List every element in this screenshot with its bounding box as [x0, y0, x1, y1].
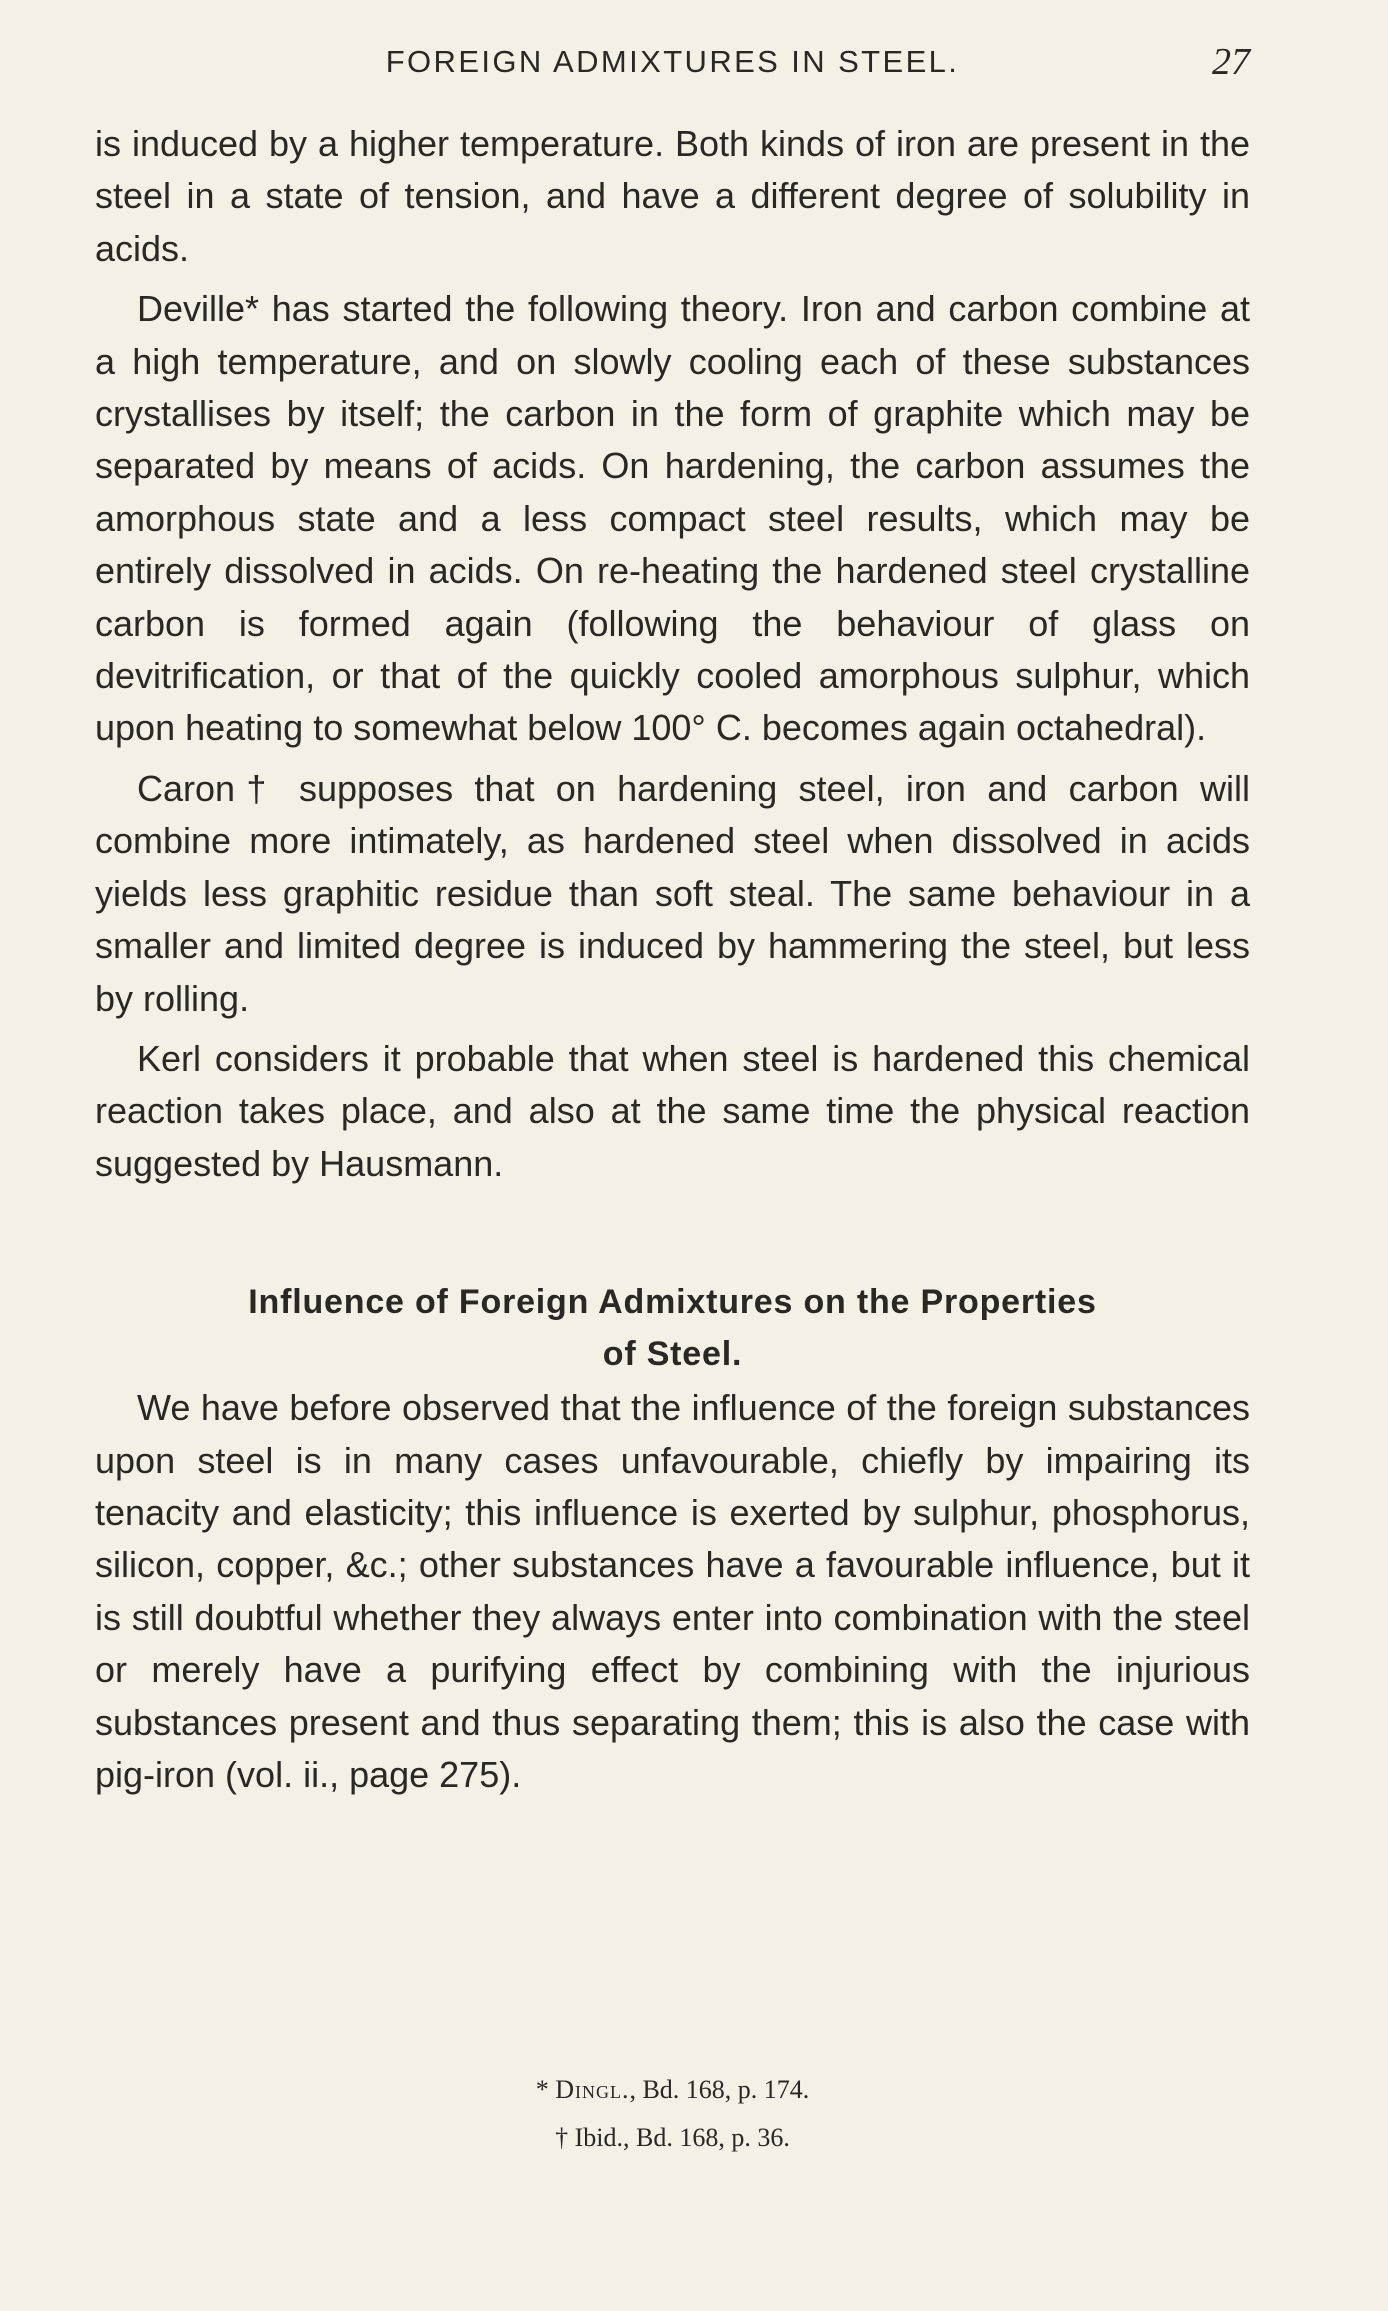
running-head: [95, 40, 1250, 84]
footnote-2: [95, 2114, 1250, 2162]
page-number: 27: [1212, 41, 1250, 83]
footnote-mark: †: [555, 2123, 569, 2152]
footnote-source: Dingl.: [555, 2075, 630, 2104]
footnote-source: Ibid.: [574, 2123, 624, 2152]
section-heading-line-2: of Steel.: [602, 1335, 743, 1374]
footnote-reference: , Bd. 168, p. 36.: [623, 2123, 790, 2152]
running-head-title: FOREIGN ADMIXTURES IN STEEL.: [385, 44, 960, 79]
footnote-mark: *: [535, 2075, 549, 2104]
paragraph-deville: Deville* has started the following theory. Iron and carbon combine at a high temperature, and on slowly cooling each of these substances crystallises by itself; the carbon in the form of graphite which may be separated by means of acids. On hardening, the carbon assumes the amorphous state and a less compact steel results, which may be entirely dissolved in acids. On re-heating the hardened steel crystalline carbon is formed again (following the behaviour of glass on devitrification, or that of the quickly cooled amorphous sulphur, which upon heating to somewhat below 100° C. becomes again octahedral).: [95, 288, 1250, 749]
section-heading: [95, 1276, 1250, 1380]
paragraph-caron: Caron† supposes that on hardening steel, iron and carbon will combine more intimately, as hardened steel when dissolved in acids yields less graphitic residue than soft steal. The same behaviour in a smaller and limited degree is induced by hammering the steel, but less by rolling.: [95, 767, 1250, 1019]
paragraph-influence: We have before observed that the influence of the foreign substances upon steel is in many cases unfavourable, chiefly by impairing its tenacity and elasticity; this influence is exerted by sulphur, phosphorus, silicon, copper, &c.; other substances have a favourable influence, but it is still doubtful whether they always enter into combination with the steel or merely have a purifying effect by combining with the injurious substances present and thus separating them; this is also the case with pig-iron (vol. ii., page 275).: [95, 1387, 1250, 1795]
footnotes: [95, 2066, 1250, 2162]
paragraph-kerl: Kerl considers it probable that when steel is hardened this chemical reaction takes place, and also at the same time the physical reaction suggested by Hausmann.: [95, 1037, 1250, 1184]
footnote-1: [95, 2066, 1250, 2114]
paragraph-continued: is induced by a higher temperature. Both kinds of iron are present in the steel in a state of tension, and have a different degree of solubility in acids.: [95, 123, 1250, 269]
main-text: [95, 118, 1250, 1809]
section-heading-line-1: Influence of Foreign Admixtures on the Properties: [248, 1283, 1097, 1322]
footnote-reference: , Bd. 168, p. 174.: [629, 2075, 810, 2104]
